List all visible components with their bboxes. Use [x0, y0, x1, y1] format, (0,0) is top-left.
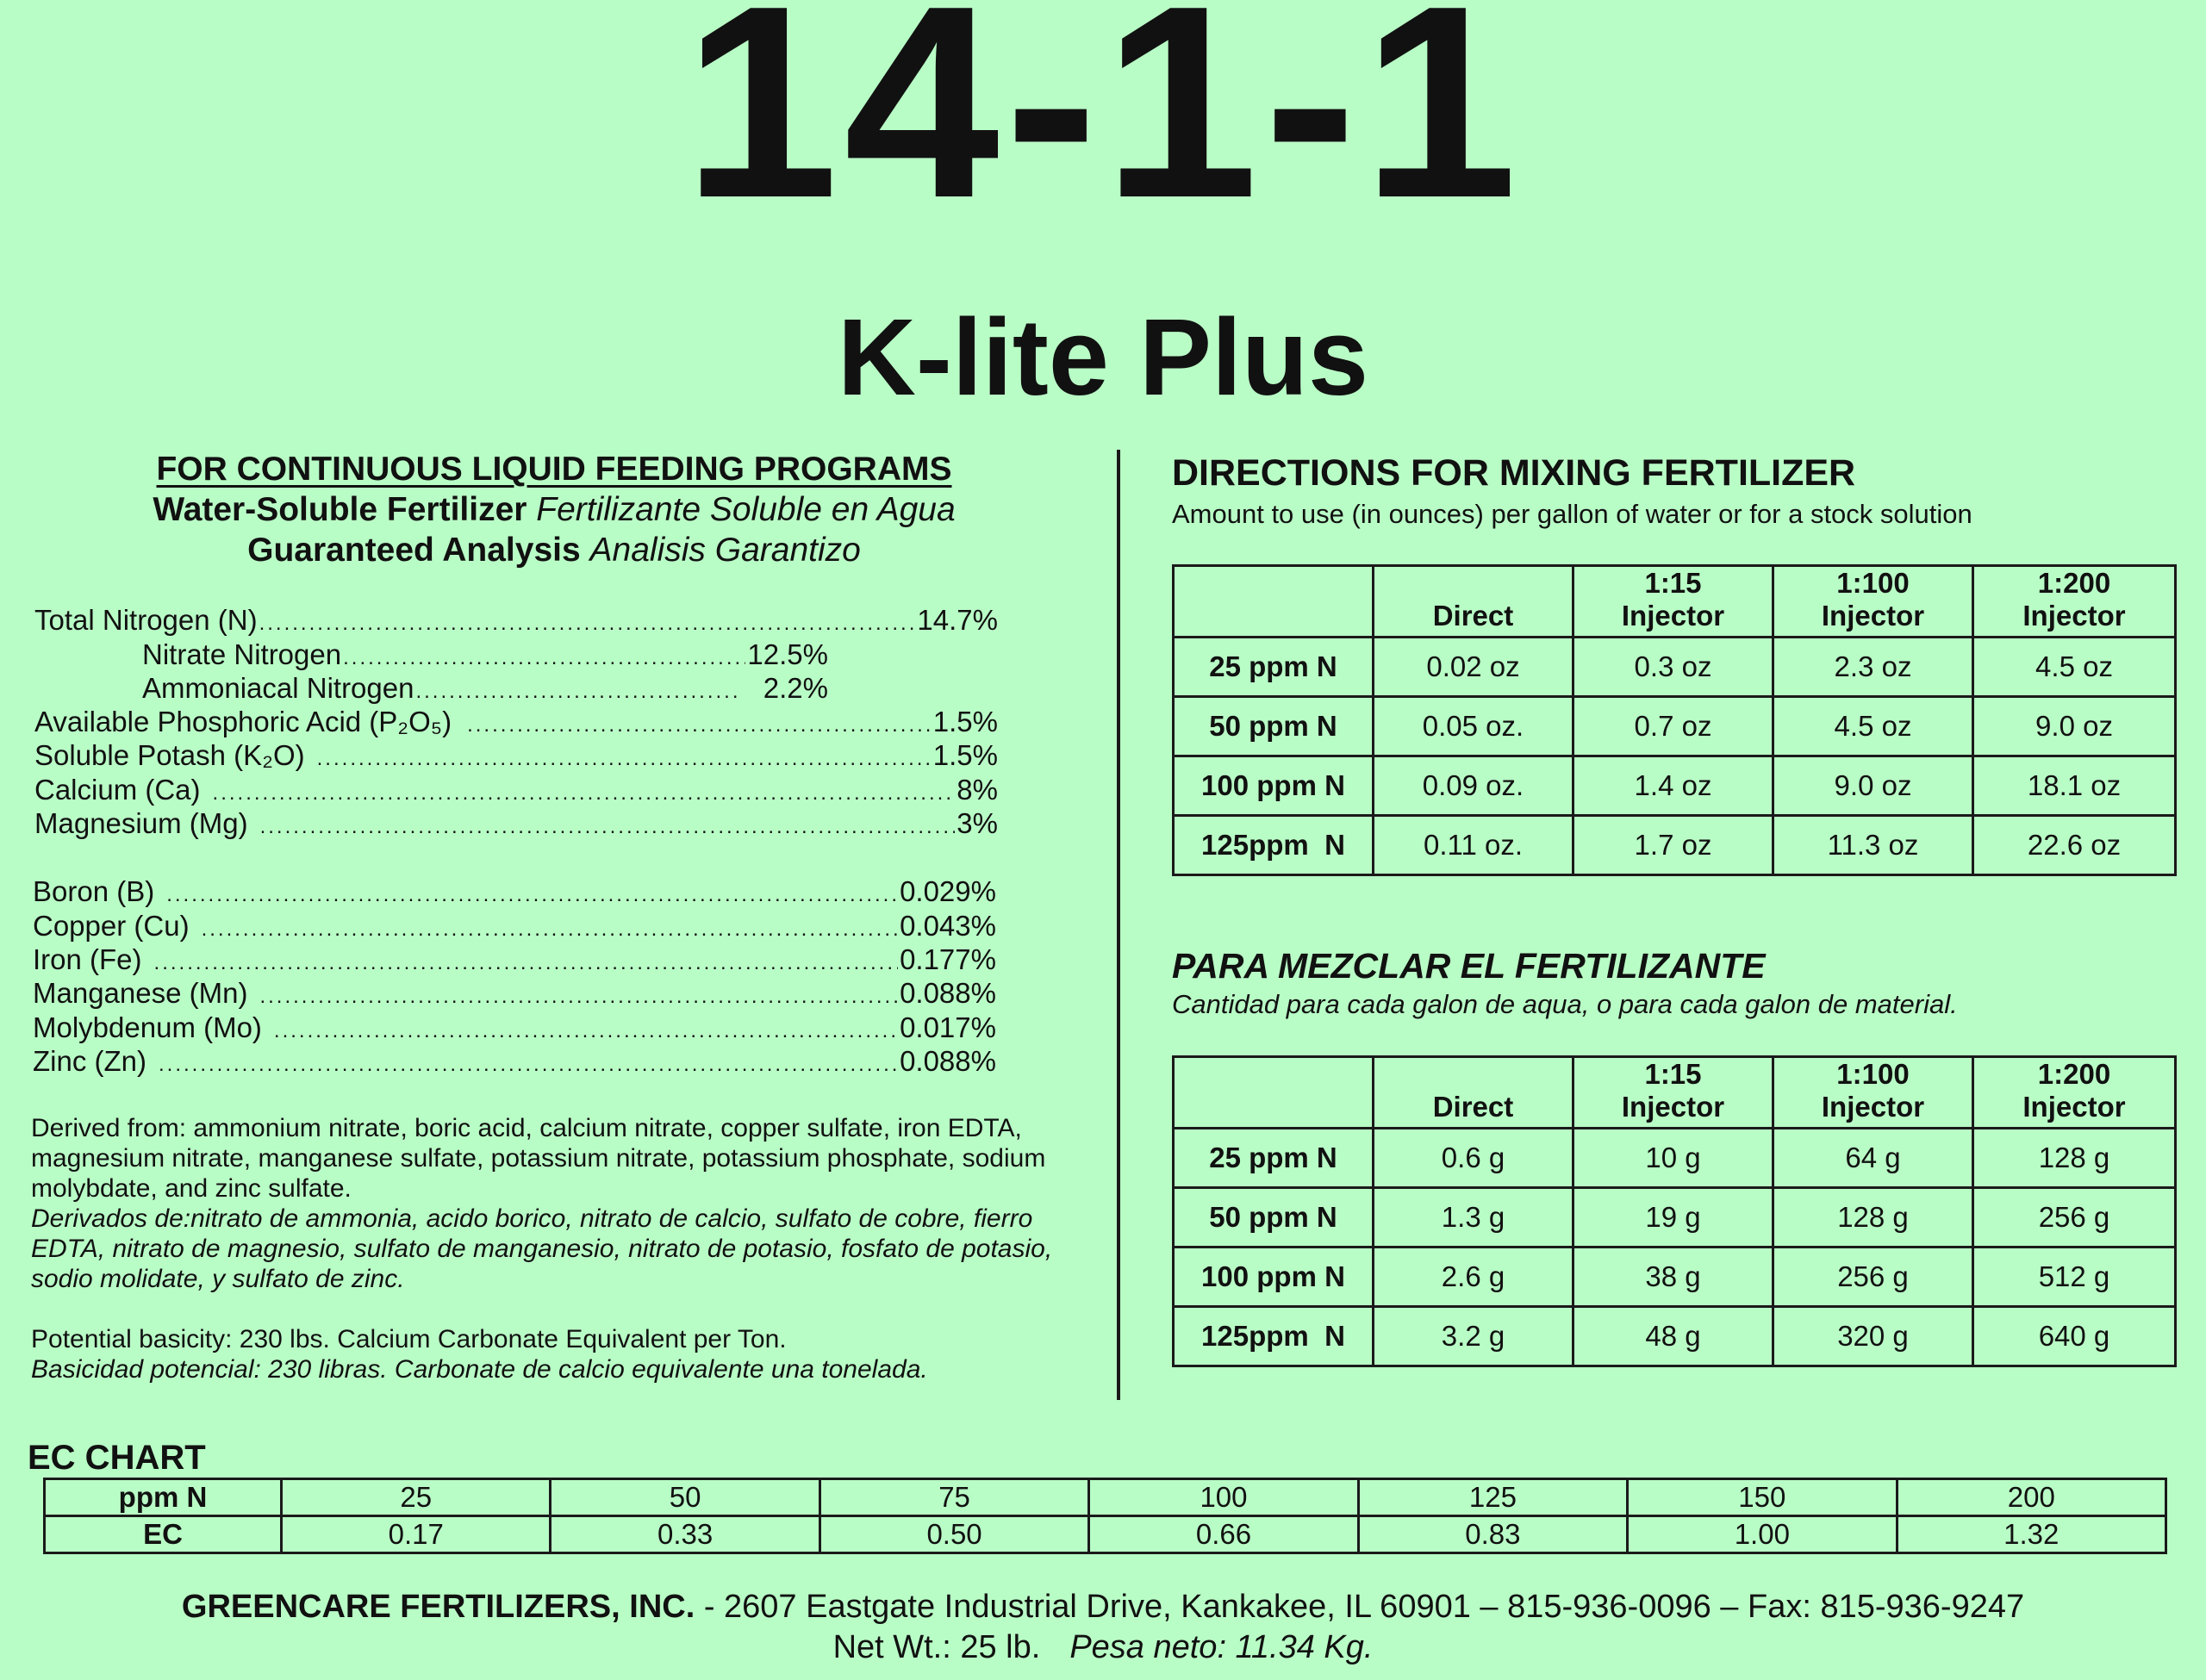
- basicity-es-text: Basicidad potencial: 230 libras. Carbonate de calcio equivalente una tonelada.: [31, 1355, 928, 1384]
- ec-cell: 50: [551, 1479, 819, 1516]
- ec-cell: 200: [1897, 1479, 2165, 1516]
- analysis-value: 3%: [957, 807, 998, 839]
- row-label: 25 ppm N: [1174, 638, 1374, 697]
- header-cell-direct: Direct: [1374, 1057, 1573, 1129]
- header-cell-1-15: 1:15 Injector: [1573, 566, 1773, 638]
- ec-cell: 0.33: [551, 1516, 819, 1553]
- cell-1-200: 18.1 oz: [1973, 756, 2176, 816]
- mixing-heading: DIRECTIONS FOR MIXING FERTILIZER: [1172, 452, 1856, 494]
- ec-chart-title: EC CHART: [28, 1439, 206, 1477]
- leader-dots: [166, 874, 898, 909]
- cell-1-200: 256 g: [1973, 1188, 2176, 1248]
- analysis-row-total-nitrogen: [34, 603, 998, 638]
- table-row: [1174, 1129, 2176, 1188]
- leader-dots: [467, 705, 932, 739]
- cell-1-200: 128 g: [1973, 1129, 2176, 1188]
- fertilizer-type: [129, 490, 979, 530]
- program-heading-text: FOR CONTINUOUS LIQUID FEEDING PROGRAMS: [156, 451, 952, 488]
- micronutrient-value: 0.043%: [900, 910, 996, 942]
- analysis-label: Nitrate Nitrogen: [142, 638, 342, 670]
- analysis-row-magnesium: [34, 806, 998, 841]
- micronutrient-row-copper: [33, 909, 996, 943]
- ec-row-label: EC: [45, 1516, 282, 1553]
- derived-from-es: [31, 1204, 1108, 1294]
- net-weight-en: Net Wt.: 25 lb.: [832, 1629, 1041, 1665]
- leader-dots: [202, 909, 898, 943]
- leader-dots: [415, 671, 740, 706]
- micronutrient-label: Manganese (Mn): [33, 977, 248, 1009]
- header-cell-direct: Direct: [1374, 566, 1573, 638]
- micronutrient-label: Molybdenum (Mo): [33, 1011, 262, 1043]
- company-name: GREENCARE FERTILIZERS, INC.: [181, 1589, 695, 1625]
- micronutrient-label: Boron (B): [33, 875, 155, 907]
- micronutrient-value: 0.017%: [900, 1011, 996, 1043]
- micronutrient-row-zinc: [33, 1044, 996, 1079]
- mixing-table-ounces: [1172, 564, 2177, 876]
- row-label: 125ppm N: [1174, 1307, 1374, 1366]
- cell-1-200: 640 g: [1973, 1307, 2176, 1366]
- row-label: 100 ppm N: [1174, 1248, 1374, 1307]
- leader-dots: [317, 738, 932, 773]
- analysis-row-potash: [34, 738, 998, 773]
- analysis-value: 8%: [957, 774, 998, 806]
- cell-1-100: 11.3 oz: [1773, 816, 1973, 875]
- cell-1-200: 4.5 oz: [1973, 638, 2176, 697]
- cell-1-100: 128 g: [1773, 1188, 1973, 1248]
- guaranteed-analysis-heading: [129, 531, 979, 570]
- header-cell-1-100: 1:100 Injector: [1773, 1057, 1973, 1129]
- micronutrient-label: Zinc (Zn): [33, 1045, 146, 1077]
- header-cell-empty: [1174, 566, 1374, 638]
- header-cell-1-200: 1:200 Injector: [1973, 1057, 2176, 1129]
- micronutrient-value: 0.088%: [900, 977, 996, 1009]
- cell-1-100: 4.5 oz: [1773, 697, 1973, 756]
- leader-dots: [260, 806, 956, 841]
- table-row: [1174, 1307, 2176, 1366]
- cell-1-100: 64 g: [1773, 1129, 1973, 1188]
- table-header-row: [1174, 566, 2176, 638]
- analysis-label: Available Phosphoric Acid (P₂O₅): [34, 706, 452, 737]
- company-footer: [0, 1587, 2206, 1627]
- cell-1-15: 0.7 oz: [1573, 697, 1773, 756]
- ec-cell: 0.83: [1358, 1516, 1627, 1553]
- cell-1-100: 320 g: [1773, 1307, 1973, 1366]
- micronutrient-row-molybdenum: [33, 1011, 996, 1045]
- cell-1-100: 2.3 oz: [1773, 638, 1973, 697]
- micronutrient-value: 0.177%: [900, 943, 996, 975]
- mixing-table-grams: [1172, 1055, 2177, 1367]
- micronutrient-value: 0.029%: [900, 875, 996, 907]
- cell-1-15: 1.7 oz: [1573, 816, 1773, 875]
- header-cell-1-200: 1:200 Injector: [1973, 566, 2176, 638]
- micronutrient-label: Iron (Fe): [33, 943, 142, 975]
- analysis-row-nitrate-nitrogen: [142, 638, 828, 672]
- ec-chart-table: [43, 1478, 2167, 1554]
- cell-1-100: 9.0 oz: [1773, 756, 1973, 816]
- ec-cell: 125: [1358, 1479, 1627, 1516]
- ec-row-ppm: [45, 1479, 2166, 1516]
- leader-dots: [259, 603, 916, 638]
- header-cell-empty: [1174, 1057, 1374, 1129]
- basicity-en: Potential basicity: 230 lbs. Calcium Carbonate Equivalent per Ton.: [31, 1325, 787, 1353]
- header-cell-1-100: 1:100 Injector: [1773, 566, 1973, 638]
- analysis-label: Total Nitrogen (N): [34, 604, 258, 636]
- table-row: [1174, 1248, 2176, 1307]
- analysis-value: 1.5%: [932, 706, 998, 737]
- ec-cell: 100: [1089, 1479, 1358, 1516]
- cell-1-15: 1.4 oz: [1573, 756, 1773, 816]
- micronutrient-row-manganese: [33, 976, 996, 1011]
- cell-direct: 0.05 oz.: [1374, 697, 1573, 756]
- analysis-value: 12.5%: [747, 638, 828, 670]
- leader-dots: [154, 943, 899, 977]
- leader-dots: [159, 1044, 898, 1079]
- ec-cell: 0.17: [282, 1516, 551, 1553]
- cell-1-200: 22.6 oz: [1973, 816, 2176, 875]
- fertilizer-type-en: Water-Soluble Fertilizer: [153, 491, 527, 528]
- cell-1-15: 0.3 oz: [1573, 638, 1773, 697]
- analysis-row-ammoniacal-nitrogen: [142, 671, 828, 706]
- derived-from-es-text: Derivados de:nitrato de ammonia, acido borico, nitrato de calcio, sulfato de cobre, fierro EDTA, nitrato de magnesio, sulfato de manganesio, nitrato de potasio, fosfato de potasio, sodio molidate, y sulfato de zinc.: [31, 1204, 1053, 1293]
- cell-1-200: 9.0 oz: [1973, 697, 2176, 756]
- cell-1-15: 19 g: [1573, 1188, 1773, 1248]
- cell-direct: 0.11 oz.: [1374, 816, 1573, 875]
- mixing-heading-es: PARA MEZCLAR EL FERTILIZANTE: [1172, 946, 1766, 986]
- net-weight: [0, 1627, 2206, 1667]
- derived-from-en: Derived from: ammonium nitrate, boric acid, calcium nitrate, copper sulfate, iron EDTA, magnesium nitrate, manganese sulfate, potassium nitrate, potassium phosphate, sodium molybdate, and zinc sulfate.: [31, 1114, 1046, 1203]
- leader-dots: [343, 638, 745, 672]
- product-name: K-lite Plus: [837, 296, 1369, 418]
- table-row: [1174, 816, 2176, 875]
- cell-direct: 0.6 g: [1374, 1129, 1573, 1188]
- column-divider: [1117, 450, 1120, 1400]
- company-address: - 2607 Eastgate Industrial Drive, Kankakee, IL 60901 – 815-936-0096 – Fax: 815-936-9247: [695, 1589, 2025, 1625]
- mixing-subtitle-es: Cantidad para cada galon de aqua, o para cada galon de material.: [1172, 989, 1958, 1019]
- table-row: [1174, 1188, 2176, 1248]
- analysis-row-phosphoric-acid: [34, 705, 998, 739]
- micronutrient-label: Copper (Cu): [33, 910, 190, 942]
- analysis-value: 2.2%: [763, 672, 828, 704]
- cell-direct: 0.02 oz: [1374, 638, 1573, 697]
- ec-cell: 25: [282, 1479, 551, 1516]
- leader-dots: [274, 1011, 898, 1045]
- analysis-value: 1.5%: [932, 739, 998, 771]
- analysis-label: Ammoniacal Nitrogen: [142, 672, 414, 704]
- ec-cell: 75: [819, 1479, 1088, 1516]
- analysis-heading-en: Guaranteed Analysis: [247, 532, 581, 569]
- analysis-heading-es: Analisis Garantizo: [589, 532, 861, 569]
- ec-cell: 0.66: [1089, 1516, 1358, 1553]
- cell-1-15: 10 g: [1573, 1129, 1773, 1188]
- cell-1-100: 256 g: [1773, 1248, 1973, 1307]
- row-label: 50 ppm N: [1174, 1188, 1374, 1248]
- ec-row-ec: [45, 1516, 2166, 1553]
- analysis-row-calcium: [34, 773, 998, 807]
- row-label: 25 ppm N: [1174, 1129, 1374, 1188]
- cell-1-15: 48 g: [1573, 1307, 1773, 1366]
- fertilizer-type-es: Fertilizante Soluble en Agua: [536, 491, 956, 528]
- micronutrient-row-boron: [33, 874, 996, 909]
- mixing-subtitle: Amount to use (in ounces) per gallon of water or for a stock solution: [1172, 499, 1972, 529]
- ec-row-label: ppm N: [45, 1479, 282, 1516]
- cell-direct: 3.2 g: [1374, 1307, 1573, 1366]
- ec-cell: 1.32: [1897, 1516, 2165, 1553]
- table-header-row: [1174, 1057, 2176, 1129]
- analysis-label: Soluble Potash (K₂O): [34, 739, 305, 771]
- leader-dots: [213, 773, 956, 807]
- row-label: 50 ppm N: [1174, 697, 1374, 756]
- leader-dots: [259, 976, 898, 1011]
- table-row: [1174, 697, 2176, 756]
- ec-cell: 1.00: [1628, 1516, 1897, 1553]
- basicity-es: [31, 1354, 1108, 1384]
- cell-direct: 1.3 g: [1374, 1188, 1573, 1248]
- micronutrient-value: 0.088%: [900, 1045, 996, 1077]
- program-heading: [129, 450, 979, 489]
- grade-title: 14-1-1: [682, 0, 1524, 255]
- table-row: [1174, 756, 2176, 816]
- analysis-label: Magnesium (Mg): [34, 807, 248, 839]
- cell-direct: 2.6 g: [1374, 1248, 1573, 1307]
- header-cell-1-15: 1:15 Injector: [1573, 1057, 1773, 1129]
- analysis-label: Calcium (Ca): [34, 774, 201, 806]
- cell-1-200: 512 g: [1973, 1248, 2176, 1307]
- ec-cell: 150: [1628, 1479, 1897, 1516]
- row-label: 100 ppm N: [1174, 756, 1374, 816]
- micronutrient-row-iron: [33, 943, 996, 977]
- net-weight-es: Pesa neto: 11.34 Kg.: [1069, 1629, 1374, 1665]
- ec-cell: 0.50: [819, 1516, 1088, 1553]
- analysis-value: 14.7%: [917, 604, 998, 636]
- table-row: [1174, 638, 2176, 697]
- cell-1-15: 38 g: [1573, 1248, 1773, 1307]
- row-label: 125ppm N: [1174, 816, 1374, 875]
- cell-direct: 0.09 oz.: [1374, 756, 1573, 816]
